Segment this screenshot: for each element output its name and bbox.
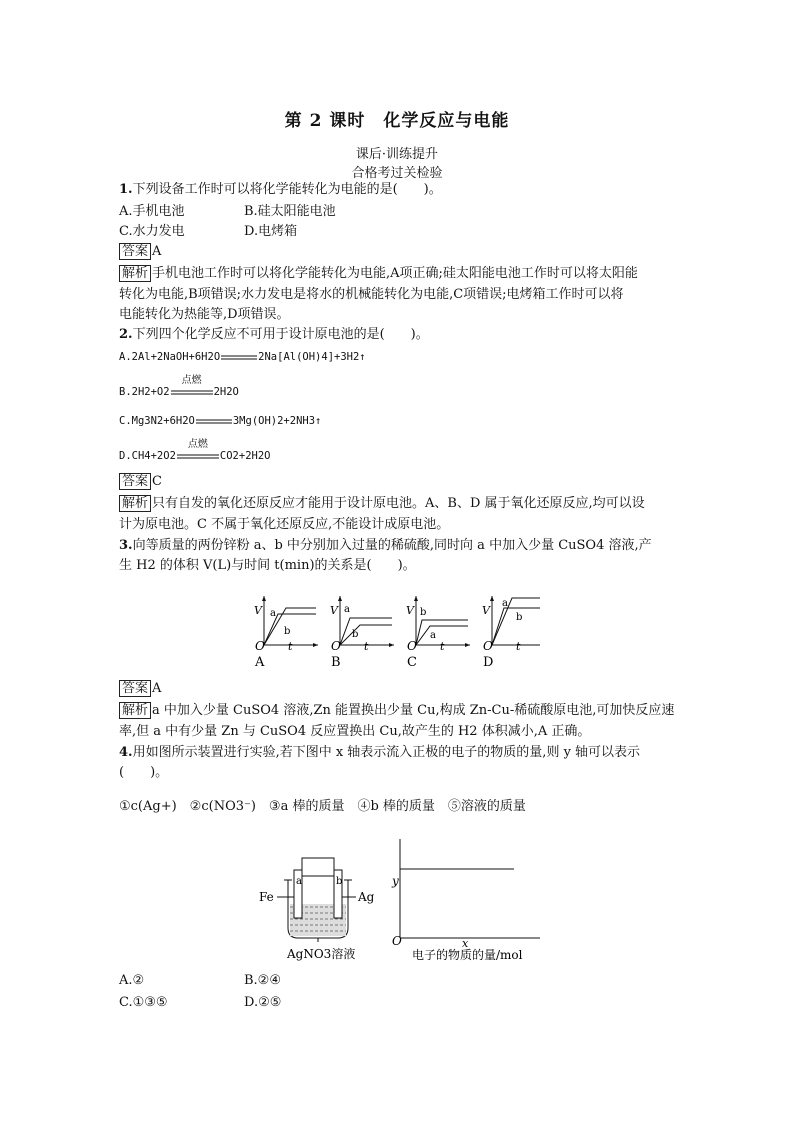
graph-x-label: t — [440, 640, 445, 653]
ag-label: Ag — [358, 890, 375, 904]
graph-option-label: B — [331, 655, 341, 670]
analysis-tag: 解析 — [119, 495, 151, 512]
analysis-tag: 解析 — [119, 702, 151, 719]
curve-a-label: a — [344, 604, 350, 615]
q3-analysis-line: 解析 a 中加入少量 CuSO4 溶液,Zn 能置换出少量 Cu,构成 Zn-Cu-稀硫酸原电池,可加快反应速 — [119, 702, 674, 720]
q1-option-b: B.硅太阳能电池 — [244, 204, 336, 219]
curve-a-label: a — [502, 598, 508, 609]
q4-stem: ( )。 — [119, 765, 169, 780]
graph-y-label: V — [330, 604, 338, 617]
q1-option-d: D.电烤箱 — [244, 224, 298, 239]
q1-stem: 1.下列设备工作时可以将化学能转化为电能的是( )。 — [119, 182, 442, 197]
q3-graph-c — [406, 596, 470, 670]
q2-answer: 答案 C — [119, 473, 162, 491]
curve-b-label: b — [352, 629, 359, 640]
analysis-tag: 解析 — [119, 265, 151, 282]
curve-a-label: a — [270, 608, 276, 619]
solution-label: AgNO3溶液 — [287, 947, 356, 961]
q3-graph-d — [482, 596, 540, 670]
page-title: 第 2 课时 化学反应与电能 — [284, 111, 510, 131]
q3-stem: 生 H2 的体积 V(L)与时间 t(min)的关系是( )。 — [119, 558, 416, 573]
q4-option-b: B.②④ — [244, 973, 281, 988]
answer-tag: 答案 — [119, 680, 151, 697]
section-subtitle-2: 合格考过关检验 — [351, 166, 443, 181]
q1-option-c: C.水力发电 — [119, 224, 185, 239]
graph-origin: O — [331, 639, 341, 653]
graph-origin: O — [407, 639, 417, 653]
graph-caption: 电子的物质的量/mol — [412, 948, 523, 962]
answer-tag: 答案 — [119, 243, 151, 260]
q4-graph — [390, 835, 550, 965]
graph-x-label: t — [364, 640, 369, 653]
q1-analysis-line: 解析 手机电池工作时可以将化学能转化为电能,A项正确;硅太阳能电池工作时可以将太阳能 — [119, 265, 638, 283]
graph-y-label: V — [254, 604, 262, 617]
q4-stem: 4.用如图所示装置进行实验,若下图中 x 轴表示流入正极的电子的物质的量,则 y 轴可以表示 — [119, 745, 641, 760]
curve-b-label: b — [284, 626, 291, 637]
q1-analysis-line: 转化为电能,B项错误;水力发电是将水的机械能转化为电能,C项错误;电烤箱工作时可以将 — [119, 287, 624, 302]
q1-option-a: A.手机电池 — [119, 204, 185, 219]
curve-b-label: b — [420, 607, 427, 618]
graph-option-label: C — [407, 655, 417, 670]
graph-origin: O — [483, 639, 493, 653]
q1-analysis-line: 电能转化为热能等,D项错误。 — [119, 307, 290, 322]
q4-option-c: C.①③⑤ — [119, 995, 168, 1010]
fe-label: Fe — [259, 890, 274, 904]
q3-analysis-line: 率,但 a 中有少量 Zn 与 CuSO4 反应置换出 Cu,故产生的 H2 体积减小,A 正确。 — [119, 724, 591, 739]
graph-x-label: x — [462, 937, 469, 950]
answer-tag: 答案 — [119, 473, 151, 490]
graph-origin: O — [255, 639, 265, 653]
q4-apparatus-figure — [250, 850, 390, 965]
graph-y-label: V — [406, 604, 414, 617]
electrode-b-label: b — [336, 876, 343, 887]
curve-a-label: a — [430, 630, 436, 641]
q2-option-d: D.CH4+2O2 点燃 CO2+2H2O — [119, 439, 271, 462]
graph-y-label: y — [392, 874, 399, 888]
q2-option-c: C.Mg3N2+6H2O 3Mg(OH)2+2NH3↑ — [119, 415, 322, 427]
q3-graph-b — [330, 596, 394, 670]
graph-option-label: A — [255, 655, 265, 670]
q4-option-d: D.②⑤ — [244, 995, 282, 1010]
q4-items: ①c(Ag+) ②c(NO3⁻) ③a 棒的质量 ④b 棒的质量 ⑤溶液的质量 — [119, 799, 526, 814]
electrode-a-label: a — [296, 876, 302, 887]
q4-option-a: A.② — [119, 973, 145, 988]
q2-analysis-line: 解析 只有自发的氧化还原反应才能用于设计原电池。A、B、D 属于氧化还原反应,均可以设 — [119, 495, 645, 513]
q3-graphs — [240, 590, 540, 670]
graph-y-label: V — [482, 604, 490, 617]
graph-origin: O — [392, 934, 402, 948]
graph-option-label: D — [483, 655, 494, 670]
q1-answer: 答案 A — [119, 243, 161, 261]
q3-answer: 答案 A — [119, 680, 161, 698]
q3-graph-a — [254, 596, 318, 670]
curve-b-label: b — [516, 612, 523, 623]
q2-option-a: A.2Al+2NaOH+6H2O 2Na[Al(OH)4]+3H2↑ — [119, 351, 366, 363]
graph-x-label: t — [516, 640, 521, 653]
q2-stem: 2.下列四个化学反应不可用于设计原电池的是( )。 — [119, 327, 429, 342]
q2-option-b: B.2H2+O2 点燃 2H2O — [119, 375, 239, 398]
section-subtitle: 课后·训练提升 — [355, 147, 439, 162]
q2-analysis-line: 计为原电池。C 不属于氧化还原反应,不能设计成原电池。 — [119, 517, 450, 532]
q3-stem: 3.向等质量的两份锌粉 a、b 中分别加入过量的稀硫酸,同时向 a 中加入少量 CuSO4 溶液,产 — [119, 538, 652, 553]
graph-x-label: t — [288, 640, 293, 653]
